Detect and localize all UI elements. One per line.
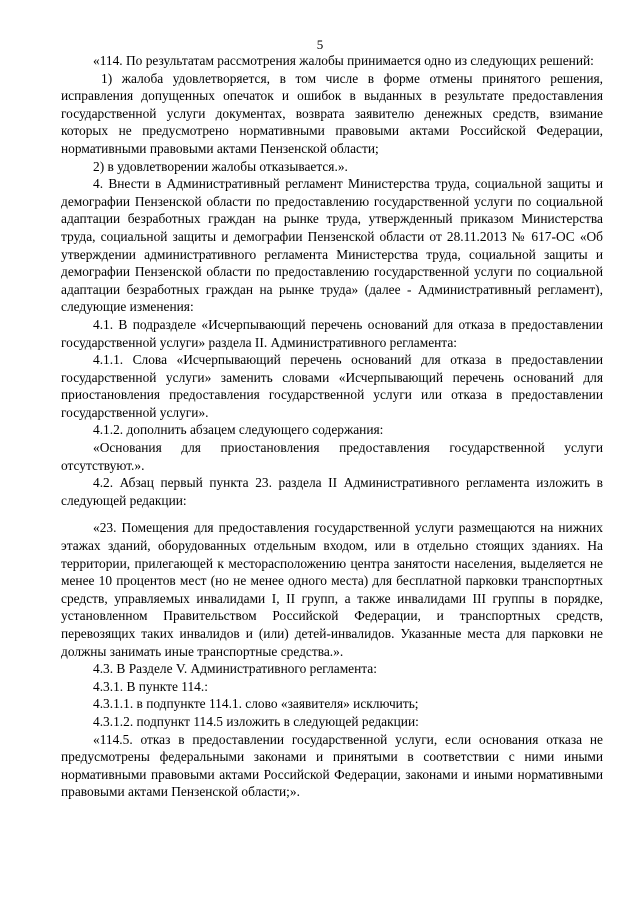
paragraph-4-1-2-text: «Основания для приостановления предоставления государственной услуги отсутствуют.». bbox=[61, 440, 603, 473]
paragraph-114-5: «114.5. отказ в предоставлении государственной услуги, если основания отказа не предусмотрены федеральными законами и принятыми в соответствии с ними иными нормативными правовыми актами Российской Федерации, законами и иными нормативными правовыми актами Пензенской области;». bbox=[61, 731, 603, 800]
paragraph-4-3-1: 4.3.1. В пункте 114.: bbox=[93, 678, 208, 694]
paragraph-4-3: 4.3. В Разделе V. Административного регламента: bbox=[93, 661, 377, 677]
paragraph-23: «23. Помещения для предоставления государственной услуги размещаются на нижних этажах зданий, оборудованных отдельным входом, или в отдельно стоящих зданиях. На территории, прилегающей к месторасположению центра занятости населения, выделяется не менее 10 процентов мест (но не менее одного места) для бесплатной парковки транспортных средств, управляемых инвалидами I, II групп, а также инвалидами III группы в порядке, установленном Правительством Российской Федерации, и транспортных средств, перевозящих таких инвалидов и (или) детей-инвалидов. Указанные места для парковки не должны занимать иные транспортные средства.». bbox=[61, 520, 603, 659]
spacer bbox=[61, 509, 603, 519]
paragraph-114-decision-1: 1) жалоба удовлетворяется, в том числе в форме отмены принятого решения, исправления допущенных опечаток и ошибок в выданных в результате предоставления государственной услуги документах, возврата заявителю денежных средств, взимание которых не предусмотрено нормативными правовыми актами Российской Федерации, нормативными правовыми актами Пензенской области; bbox=[61, 70, 603, 156]
page-number: 5 bbox=[316, 37, 324, 52]
paragraph-4: 4. Внести в Административный регламент Министерства труда, социальной защиты и демографии Пензенской области по предоставлению государственной услуги по социальной адаптации безработных граждан на рынке труда, утвержденный приказом Министерства труда, социальной защиты и демографии Пензенской области от 28.11.2013 № 617-ОС «Об утверждении административного регламента Министерства труда, социальной защиты и демографии Пензенской области по предоставлению государственной услуги по социальной адаптации безработных граждан на рынке труда» (далее - Административный регламент), следующие изменения: bbox=[61, 176, 603, 315]
paragraph-4-1-2: 4.1.2. дополнить абзацем следующего содержания: bbox=[93, 422, 384, 438]
paragraph-4-2: 4.2. Абзац первый пункта 23. раздела II Административного регламента изложить в следующей редакции: bbox=[61, 475, 603, 508]
paragraph-4-1: 4.1. В подразделе «Исчерпывающий перечень оснований для отказа в предоставлении государственной услуги» раздела II. Административного регламента: bbox=[61, 316, 603, 350]
paragraph-114-intro: «114. По результатам рассмотрения жалобы принимается одно из следующих решений: bbox=[93, 53, 594, 68]
paragraph-4-1-1: 4.1.1. Слова «Исчерпывающий перечень оснований для отказа в предоставлении государственной услуги» заменить словами «Исчерпывающий перечень оснований для приостановления предоставления государственной услуги или отказа в предоставлении государственной услуги». bbox=[61, 352, 603, 420]
paragraph-4-3-1-1: 4.3.1.1. в подпункте 114.1. слово «заявителя» исключить; bbox=[93, 696, 419, 712]
paragraph-4-3-1-2: 4.3.1.2. подпункт 114.5 изложить в следующей редакции: bbox=[93, 713, 419, 729]
paragraph-114-decision-2: 2) в удовлетворении жалобы отказывается.». bbox=[93, 158, 348, 174]
document-body bbox=[61, 52, 603, 801]
